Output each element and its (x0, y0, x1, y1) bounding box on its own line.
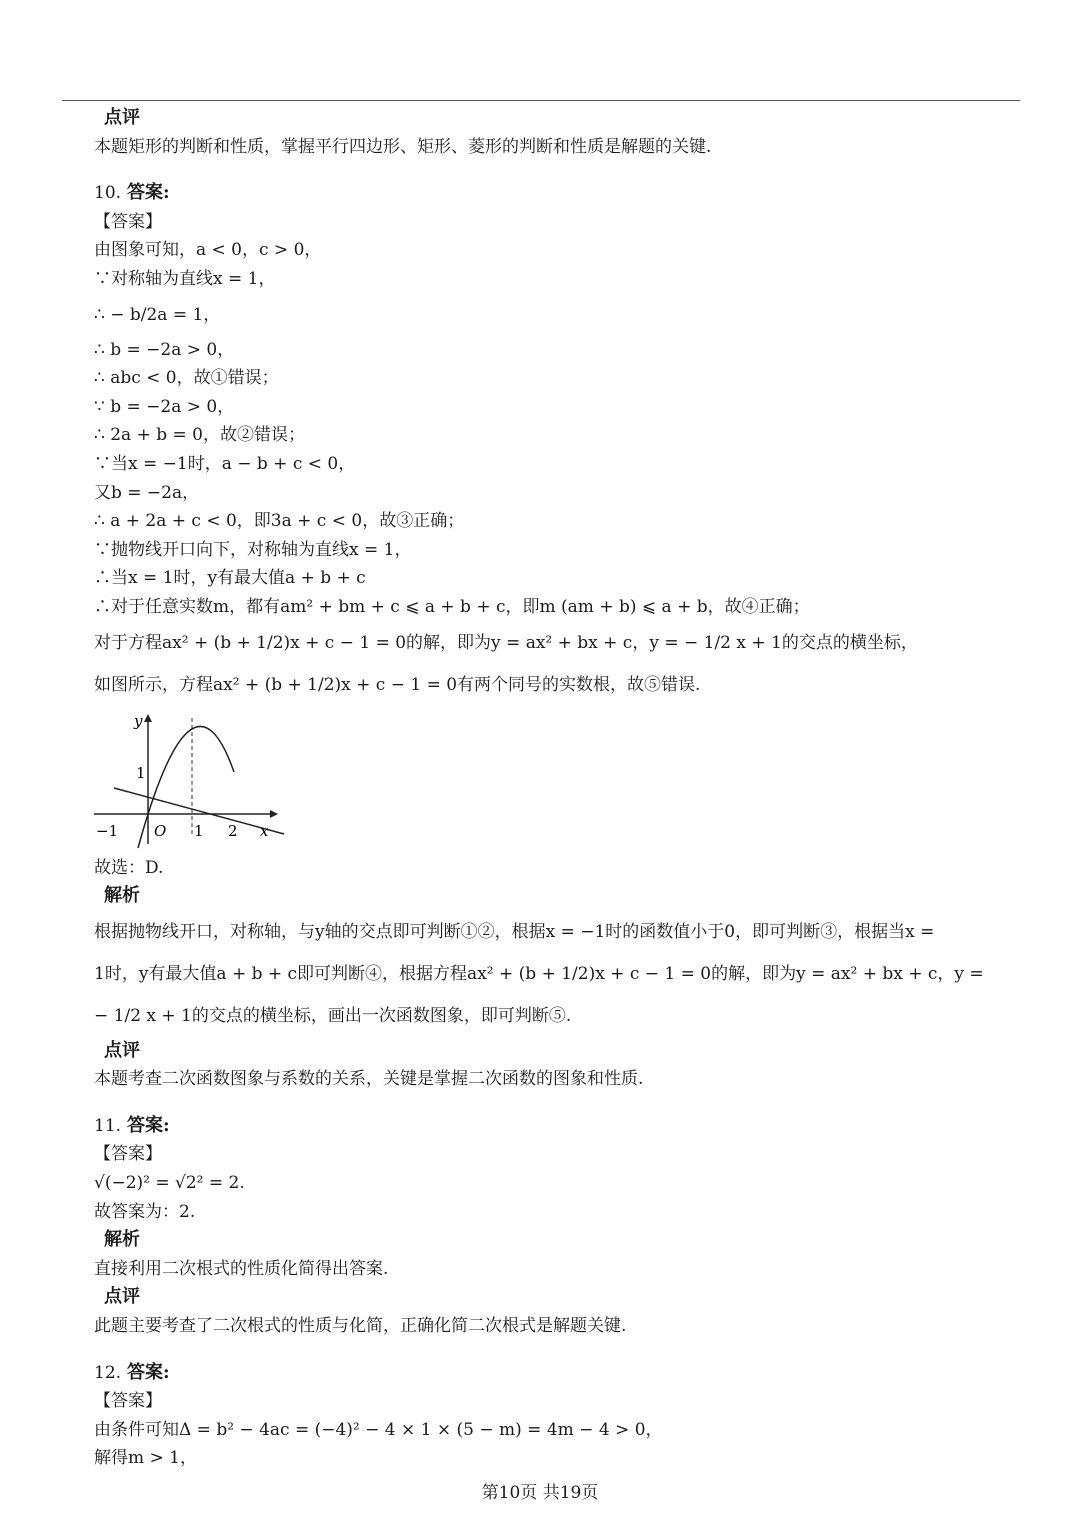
origin-label: O (154, 821, 167, 840)
solution-line: ∴ abc < 0，故①错误； (94, 368, 279, 389)
question-11-header (94, 1112, 1034, 1141)
solution-line: ∵抛物线开口向下，对称轴为直线x = 1， (94, 539, 412, 560)
solution-line: 故答案为：2. (94, 1201, 196, 1222)
solution-line: ∴当x = 1时，y有最大值a + b + c (94, 568, 366, 589)
parabola-curve (138, 726, 234, 848)
solution-line: ∴对于任意实数m，都有am² + bm + c ⩽ a + b + c，即m (am + b) ⩽ a + b，故④正确； (94, 596, 810, 617)
page-content (94, 104, 1034, 1473)
analysis-line: 1时，y有最大值a + b + c即可判断④，根据方程ax² + (b + 1/2)x + c − 1 = 0的解，即为y = ax² + bx + c，y = (94, 963, 984, 984)
solution-line: 由条件可知Δ = b² − 4ac = (−4)² − 4 × 1 × (5 − m) = 4m − 4 > 0， (94, 1419, 663, 1440)
parabola-line-graph (94, 712, 294, 852)
solution-line: 又b = −2a， (94, 482, 200, 503)
solution-line: 解得m > 1， (94, 1448, 197, 1469)
answer-tag: 【答案】 (94, 211, 162, 232)
answer-label: 答案: (127, 1361, 170, 1383)
tick-label-neg-one: −1 (96, 821, 119, 840)
answer-tag: 【答案】 (94, 1144, 162, 1165)
header-rule (62, 100, 1020, 101)
review-heading: 点评 (104, 1286, 140, 1308)
question-number: 11. (94, 1115, 122, 1136)
solution-line: ∵对称轴为直线x = 1， (94, 268, 276, 289)
solution-line: ∴ − b/2a = 1， (94, 304, 221, 325)
question-number: 12. (94, 1362, 122, 1383)
tick-label-two: 2 (228, 821, 238, 840)
solution-line: 由图象可知，a < 0，c > 0， (94, 240, 322, 261)
solution-line: ∴ 2a + b = 0，故②错误； (94, 425, 305, 446)
solution-line: ∴ a + 2a + c < 0，即3a + c < 0，故③正确； (94, 511, 465, 532)
answer-label: 答案: (127, 1114, 170, 1136)
review-heading: 点评 (104, 107, 140, 128)
analysis-line: 根据抛物线开口，对称轴，与y轴的交点即可判断①②，根据x = −1时的函数值小于0，即可判断③，根据当x = (94, 921, 935, 942)
tick-label-one: 1 (194, 821, 204, 840)
choice-line: 故选：D. (94, 857, 164, 878)
answer-tag: 【答案】 (94, 1391, 162, 1412)
analysis-line: − 1/2 x + 1的交点的横坐标，画出一次函数图象，即可判断⑤. (94, 1005, 572, 1026)
analysis-heading: 解析 (104, 1229, 140, 1251)
x-axis-arrow-icon (270, 810, 278, 818)
review-text: 此题主要考查了二次根式的性质与化简，正确化简二次根式是解题关键. (94, 1316, 627, 1337)
y-intercept-label: 1 (136, 763, 146, 782)
question-10-header (94, 179, 1034, 208)
analysis-text: 直接利用二次根式的性质化简得出答案. (94, 1258, 389, 1279)
solution-line: 如图所示，方程ax² + (b + 1/2)x + c − 1 = 0有两个同号的实数根，故⑤错误. (94, 674, 701, 695)
analysis-heading: 解析 (104, 885, 140, 907)
solution-line: √(−2)² = √2² = 2. (94, 1173, 245, 1194)
solution-line: 对于方程ax² + (b + 1/2)x + c − 1 = 0的解，即为y = ax² + bx + c，y = − 1/2 x + 1的交点的横坐标， (94, 632, 918, 653)
y-axis-arrow-icon (144, 714, 152, 722)
question-12-header (94, 1359, 1034, 1388)
review-heading: 点评 (104, 1039, 140, 1061)
page-footer: 第10页 共19页 (481, 1483, 599, 1503)
review-text: 本题矩形的判断和性质，掌握平行四边形、矩形、菱形的判断和性质是解题的关键. (94, 136, 712, 157)
solution-line: ∵当x = −1时，a − b + c < 0， (94, 453, 356, 474)
x-axis-label: x (260, 821, 269, 840)
question-number: 10. (94, 183, 122, 204)
solution-line: ∴ b = −2a > 0， (94, 339, 235, 360)
review-text: 本题考查二次函数图象与系数的关系，关键是掌握二次函数的图象和性质. (94, 1069, 644, 1090)
solution-line: ∵ b = −2a > 0， (94, 396, 235, 417)
y-axis-label: y (134, 711, 143, 730)
answer-label: 答案: (127, 182, 170, 204)
